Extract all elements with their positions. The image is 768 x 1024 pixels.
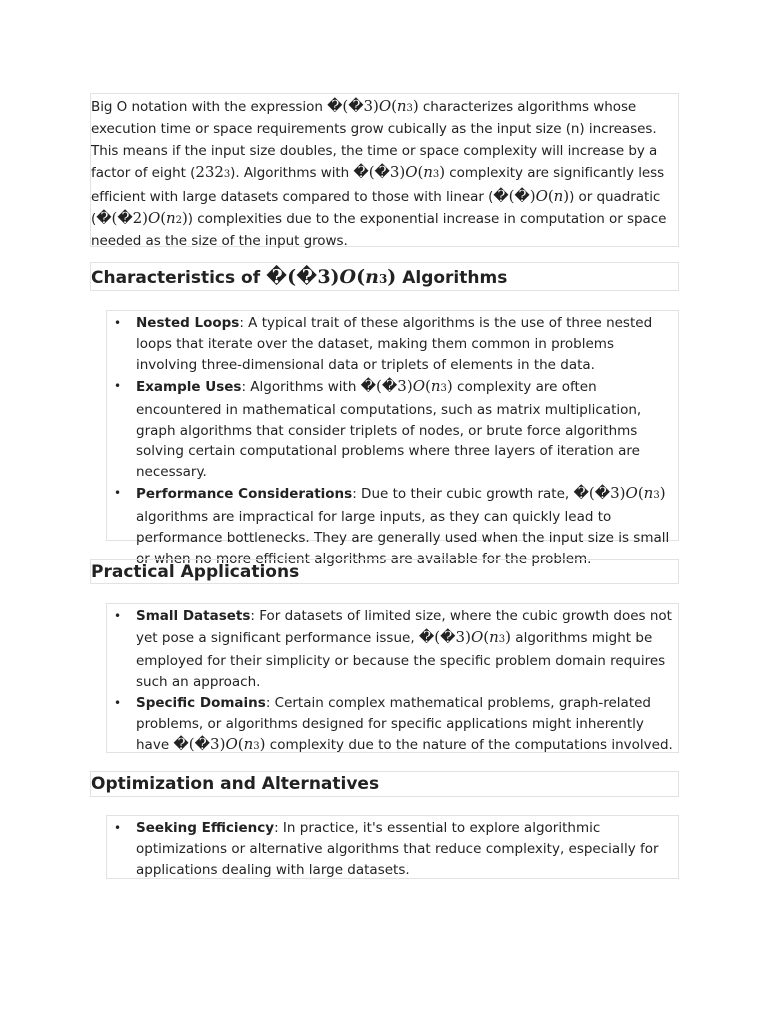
bullet-icon: • [114,316,122,330]
list-item: • Specific Domains: Certain complex mathematical problems, graph-related problems, or algorithms designed for specific applications might inherently have �(�3)O(n3) complexity due to the nature of the computations involved. [114,694,673,754]
expression-big-o-n-cubed: �(�3)O(n3) [266,266,397,288]
list-item-term: Nested Loops [136,315,240,331]
expression-big-o-n-linear: �(�)O(n) [493,186,570,205]
expression-big-o-n-cubed: �(�3)O(n3) [573,484,666,503]
bullet-icon: • [114,486,122,501]
expression-big-o-n-cubed: �(�3)O(n3) [418,627,512,646]
list-item: • Performance Considerations: Due to their cubic growth rate, �(�3)O(n3) algorithms are impractical for large inputs, as they can quickly lead to performance bottlenecks. They are generally used when the input size is small or when no more efficient algorithms are available for the problem. [114,484,670,567]
bullet-icon: • [114,821,122,835]
list-item [107,818,678,881]
practical-heading: Practical Applications [91,562,300,582]
practical-list [106,603,679,753]
list-item: • Example Uses: Algorithms with �(�3)O(n3) complexity are often encountered in mathematical computations, such as matrix multiplication, graph algorithms that consider triplets of nodes, or brute force algorithms solving certain computational problems where three layers of iteration are necessary. [114,376,642,481]
expression-big-o-n-squared: �(�2)O(n2) [96,209,188,228]
list-item-term: Seeking Efficiency [136,820,275,836]
expression-big-o-n-cubed: �(�3)O(n3) [327,97,419,115]
intro-text: Big O notation with the expression �(�3)O(n3) characterizes algorithms whose execution time or space requirements grow cubically as the input size (n) increases. This means if the input size doubles, the time or space complexity will increase by a factor of eight (2323). Algorithms with �(�3)O(n3) complexity are significantly less efficient with large datasets compared to those with linear (�(�)O(n)) or quadratic (�(�2)O(n2)) complexities due to the exponential increase in computation or space needed as the size of the input grows. [91,97,667,250]
optimization-heading: Optimization and Alternatives [91,774,380,794]
list-item-term: Performance Considerations [136,486,353,503]
list-item-term: Specific Domains [136,694,266,711]
expression-big-o-n-cubed: �(�3)O(n3) [173,735,266,754]
bullet-icon: • [114,695,122,710]
practical-heading-box [90,559,679,584]
intro-paragraph [90,93,679,250]
optimization-list [106,815,679,879]
bullet-icon: • [114,378,122,393]
bullet-icon: • [114,609,122,623]
optimization-heading-box [90,771,679,797]
characteristics-heading-box [90,262,679,291]
list-item-text: : A typical trait of these algorithms is the use of three nested loops that iterate over the dataset, making them common in problems involving three-dimensional data or triplets of elements in the data. [136,315,653,373]
characteristics-list [106,310,679,567]
expression-factor-eight: 2323 [195,163,231,182]
expression-big-o-n-cubed: �(�3)O(n3) [353,163,445,182]
list-item [107,313,678,376]
expression-big-o-n-cubed: �(�3)O(n3) [360,376,453,395]
list-item: • Small Datasets: For datasets of limited size, where the cubic growth does not yet pose a significant performance issue, �(�3)O(n3) algorithms might be employed for their simplicity or because the specific problem domain requires such an approach. [114,608,672,690]
list-item-text: : In practice, it's essential to explore algorithmic optimizations or alternative algorithms that reduce complexity, especially for applications dealing with large datasets. [136,820,659,878]
characteristics-heading: Characteristics of �(�3)O(n3) Algorithms [91,266,508,288]
list-item-term: Small Datasets [136,608,251,624]
list-item-term: Example Uses [136,378,242,395]
